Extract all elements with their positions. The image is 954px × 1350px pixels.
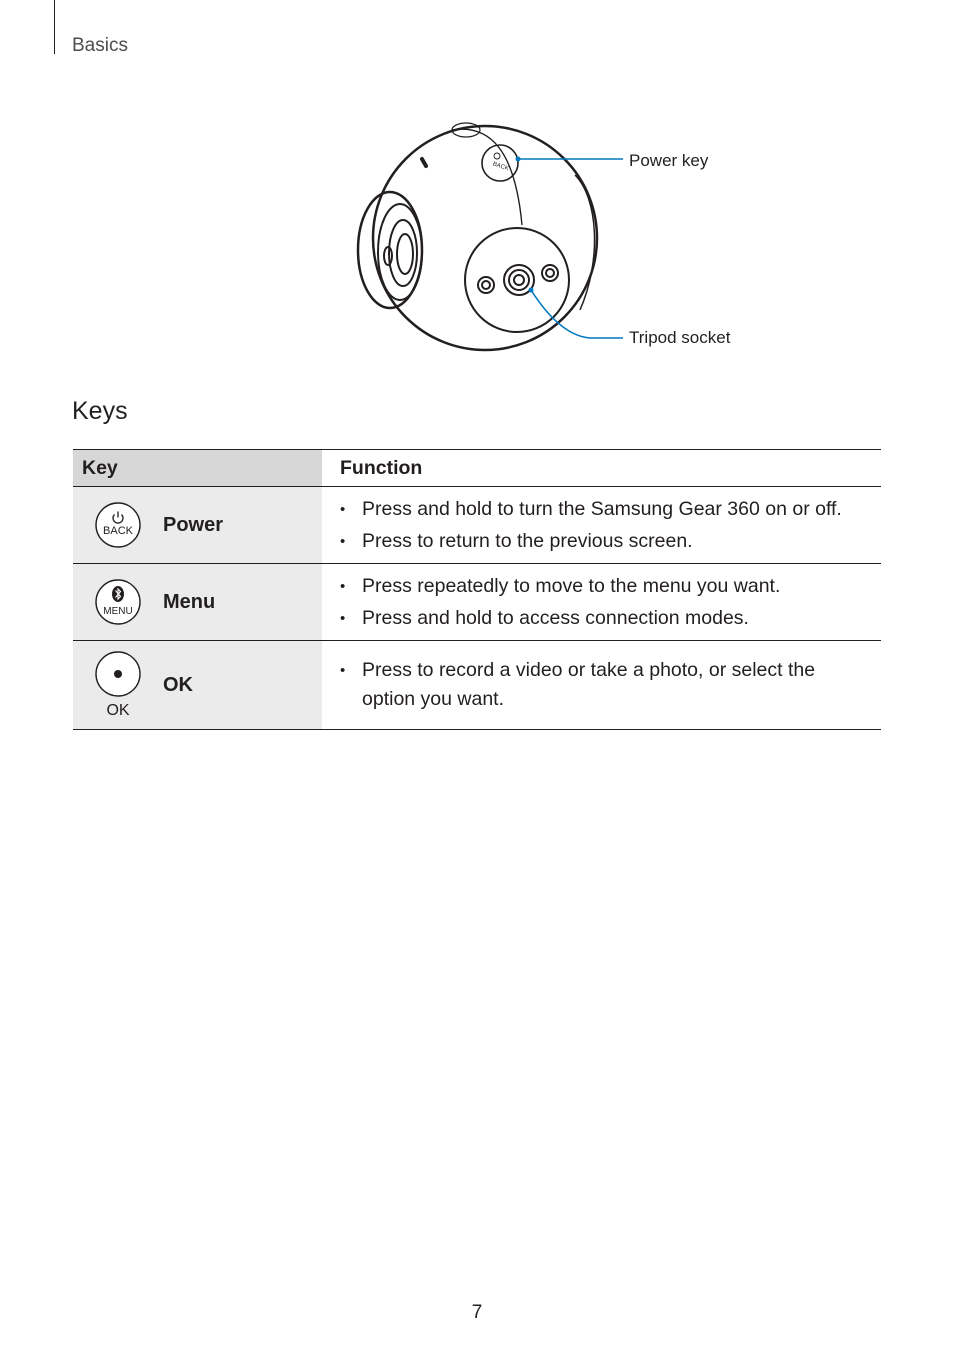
list-item: • Press and hold to turn the Samsung Gear 360 on or off. [338,495,873,524]
header-function: Function [322,450,881,487]
key-label-ok: OK [163,673,193,696]
table-header-row [73,450,881,487]
chapter-title: Basics [72,35,128,56]
list-item: • Press to return to the previous screen. [338,527,873,556]
svg-text:MENU: MENU [103,606,133,617]
tripod-socket-callout: Tripod socket [629,328,731,347]
svg-text:OK: OK [106,702,130,719]
page-number: 7 [471,1302,483,1323]
ok-record-icon [73,649,163,721]
power-key-callout: Power key [629,151,709,170]
margin-rule [54,0,55,54]
key-label-power: Power [163,513,224,536]
key-cell-menu [73,564,322,641]
key-cell-ok [73,641,322,730]
list-item: • Press to record a video or take a photo, or select the option you want. [338,656,873,714]
function-cell-power [322,487,881,564]
table-row [73,564,881,641]
function-cell-ok [322,641,881,730]
gear-360-illustration [340,110,760,365]
svg-text:BACK: BACK [103,525,133,537]
bluetooth-menu-icon [73,578,163,626]
keys-table [73,449,881,730]
table-row [73,487,881,564]
function-cell-menu [322,564,881,641]
list-item: • Press repeatedly to move to the menu you want. [338,572,873,601]
key-label-menu: Menu [163,590,216,613]
header-key: Key [73,450,322,487]
key-cell-power [73,487,322,564]
list-item: • Press and hold to access connection modes. [338,604,873,633]
power-back-icon [73,501,163,549]
section-title-keys: Keys [72,397,128,425]
device-back-text: BACK [491,161,510,173]
table-row [73,641,881,730]
